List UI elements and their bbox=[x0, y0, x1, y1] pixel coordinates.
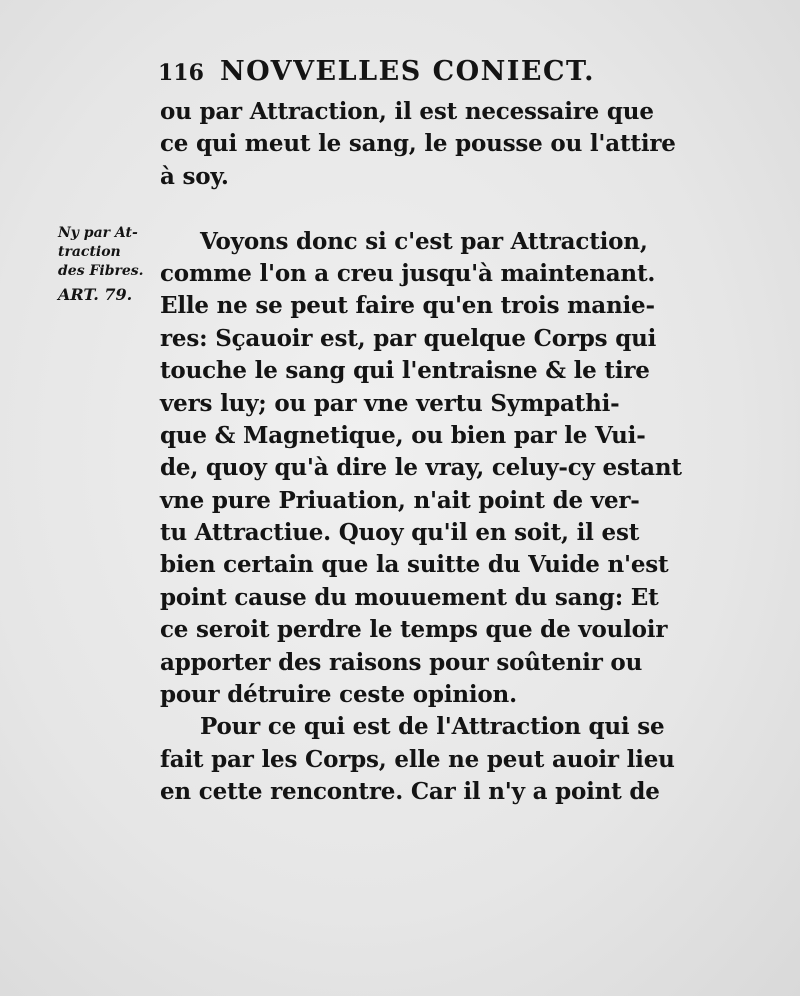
text-line: de, quoy qu'à dire le vray, celuy-cy estant bbox=[160, 454, 682, 482]
margin-note-line: traction bbox=[58, 244, 121, 260]
text-line: touche le sang qui l'entraisne & le tire bbox=[160, 357, 650, 385]
text-line: res: Sçauoir est, par quelque Corps qui bbox=[160, 324, 657, 352]
page-number: 116 bbox=[158, 60, 204, 86]
running-title: NOVVELLES CONIECT. bbox=[219, 56, 595, 87]
text-line: tu Attractiue. Quoy qu'il en soit, il est bbox=[160, 519, 640, 547]
running-head bbox=[158, 56, 678, 92]
margin-article-number: ART. 79. bbox=[58, 285, 133, 304]
text-line: pour détruire ceste opinion. bbox=[160, 681, 517, 709]
text-line: à soy. bbox=[160, 162, 229, 190]
text-line: apporter des raisons pour soûtenir ou bbox=[160, 648, 643, 676]
text-line: en cette rencontre. Car il n'y a point de bbox=[160, 778, 660, 806]
margin-note-line: des Fibres. bbox=[58, 263, 144, 279]
text-line: comme l'on a creu jusqu'à maintenant. bbox=[160, 259, 656, 287]
text-line: que & Magnetique, ou bien par le Vui- bbox=[160, 421, 646, 449]
body-text bbox=[160, 96, 680, 809]
text-line: vers luy; ou par vne vertu Sympathi- bbox=[160, 389, 620, 417]
text-line: vne pure Priuation, n'ait point de ver- bbox=[160, 486, 640, 514]
text-line: point cause du mouuement du sang: Et bbox=[160, 583, 659, 611]
margin-note bbox=[58, 224, 158, 304]
text-line: fait par les Corps, elle ne peut auoir lieu bbox=[160, 745, 675, 773]
text-line-spacer bbox=[160, 193, 680, 225]
text-line: ou par Attraction, il est necessaire que bbox=[160, 98, 654, 125]
text-line: Elle ne se peut faire qu'en trois manie- bbox=[160, 292, 655, 320]
margin-note-line: Ny par At- bbox=[58, 225, 138, 241]
text-line: ce seroit perdre le temps que de vouloir bbox=[160, 616, 668, 644]
text-line: bien certain que la suitte du Vuide n'est bbox=[160, 551, 669, 579]
text-line: Voyons donc si c'est par Attraction, bbox=[200, 227, 648, 255]
text-line: Pour ce qui est de l'Attraction qui se bbox=[200, 713, 665, 741]
text-line: ce qui meut le sang, le pousse ou l'attire bbox=[160, 130, 676, 158]
